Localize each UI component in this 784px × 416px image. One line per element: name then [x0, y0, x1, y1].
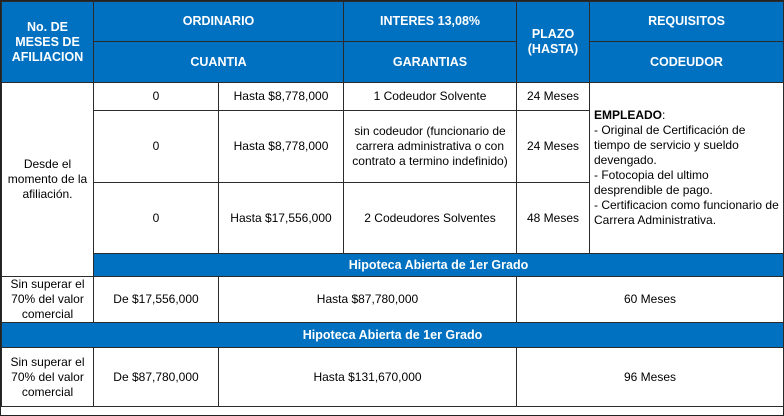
row-cuantia-cell: Hasta $17,556,000 [219, 183, 344, 254]
header-ordinario: ORDINARIO [94, 2, 344, 42]
row-cuantia-cell: Hasta $8,778,000 [219, 83, 344, 111]
hipoteca-condicion-cell: Sin superar el 70% del valor comercial [2, 348, 94, 407]
hipoteca-plazo-cell: 96 Meses [517, 348, 784, 407]
header-codeudor: CODEUDOR [590, 42, 784, 83]
credit-conditions-table [1, 1, 784, 407]
hipoteca-garantia-cell: Hasta $87,780,000 [219, 277, 517, 323]
table-row [2, 83, 784, 111]
header-garantias: GARANTIAS [344, 42, 517, 83]
row-value-cell: 0 [94, 183, 219, 254]
row-plazo-cell: 24 Meses [517, 83, 590, 111]
requisitos-codeudor-cell [590, 83, 784, 254]
hipoteca-band-1: Hipoteca Abierta de 1er Grado [94, 254, 784, 277]
desde-afiliacion-cell: Desde el momento de la afiliación. [2, 83, 94, 277]
hipoteca-plazo-cell: 60 Meses [517, 277, 784, 323]
row-garantia-cell: 1 Codeudor Solvente [344, 83, 517, 111]
row-garantia-cell: 2 Codeudores Solventes [344, 183, 517, 254]
header-plazo: PLAZO (HASTA) [517, 2, 590, 83]
requisitos-title: EMPLEADO [594, 108, 663, 122]
row-value-cell: 0 [94, 83, 219, 111]
requisito-item: - Original de Certificación de tiempo de servicio y sueldo devengado. [594, 123, 746, 167]
header-requisitos: REQUISITOS [590, 2, 784, 42]
hipoteca-garantia-cell: Hasta $131,670,000 [219, 348, 517, 407]
hipoteca-cuantia-cell: De $17,556,000 [94, 277, 219, 323]
requisitos-colon: : [662, 108, 666, 122]
hipoteca-condicion-cell: Sin superar el 70% del valor comercial [2, 277, 94, 323]
row-garantia-cell: sin codeudor (funcionario de carrera administrativa o con contrato a termino indefinido) [344, 111, 517, 183]
table-row [2, 277, 784, 323]
header-interes: INTERES 13,08% [344, 2, 517, 42]
header-cuantia: CUANTIA [94, 42, 344, 83]
requisito-item: - Certificacion como funcionario de Carrera Administrativa. [594, 198, 779, 227]
requisito-item: - Fotocopia del ultimo desprendible de pago. [594, 168, 713, 197]
hipoteca-cuantia-cell: De $87,780,000 [94, 348, 219, 407]
header-meses-afiliacion: No. DE MESES DE AFILIACION [2, 2, 94, 83]
row-plazo-cell: 48 Meses [517, 183, 590, 254]
row-plazo-cell: 24 Meses [517, 111, 590, 183]
row-cuantia-cell: Hasta $8,778,000 [219, 111, 344, 183]
row-value-cell: 0 [94, 111, 219, 183]
hipoteca-band-2: Hipoteca Abierta de 1er Grado [2, 323, 784, 348]
table-row [2, 348, 784, 407]
